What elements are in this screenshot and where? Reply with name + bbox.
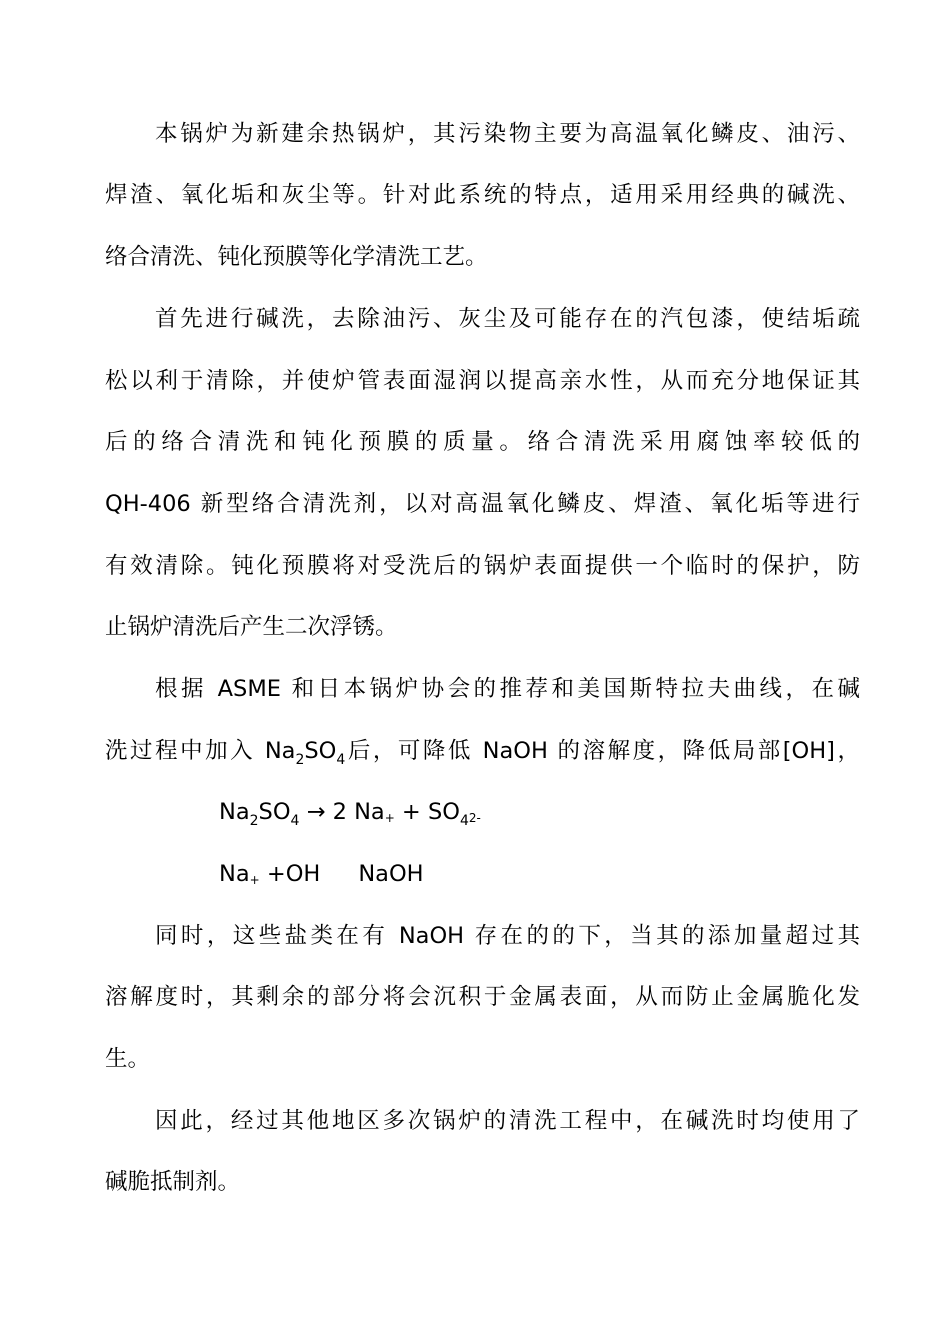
paragraph-3-line-2 <box>105 734 860 768</box>
equation-dissociation <box>219 795 481 829</box>
paragraph-3-line-1: 根据 ASME 和日本锅炉协会的推荐和美国斯特拉夫曲线，在碱 <box>155 676 860 702</box>
equation-naoh <box>219 857 424 891</box>
eq2-oh: +OH <box>259 861 321 887</box>
paragraph-2-line-3: 后的络合清洗和钝化预膜的质量。络合清洗采用腐蚀率较低的 <box>105 429 860 455</box>
paragraph-4-line-3: 生。 <box>105 1046 151 1072</box>
eq1-na: Na <box>219 799 250 825</box>
subscript-4: 4 <box>336 752 346 768</box>
eq1-rhs-subscript: 4 <box>459 813 469 829</box>
eq2-product: NaOH <box>358 861 424 887</box>
paragraph-3-line-2-prefix: 洗过程中加入 Na <box>105 738 296 764</box>
eq1-rhs-2: + SO <box>394 799 460 825</box>
paragraph-1-line-1: 本锅炉为新建余热锅炉，其污染物主要为高温氧化鳞皮、油污、 <box>155 121 860 147</box>
paragraph-2-line-6: 止锅炉清洗后产生二次浮锈。 <box>105 614 398 640</box>
eq1-plus-charge: + <box>384 811 395 825</box>
paragraph-4-line-2: 溶解度时，其剩余的部分将会沉积于金属表面，从而防止金属脆化发 <box>105 984 860 1010</box>
paragraph-2-line-1: 首先进行碱洗，去除油污、灰尘及可能存在的汽包漆，使结垢疏 <box>155 306 860 332</box>
eq1-sulfate-charge: 2- <box>468 811 481 825</box>
eq1-so: SO <box>258 799 291 825</box>
paragraph-2-line-4: QH-406 新型络合清洗剂，以对高温氧化鳞皮、焊渣、氧化垢等进行 <box>105 491 860 517</box>
paragraph-5-line-2: 碱脆抵制剂。 <box>105 1169 241 1195</box>
paragraph-2-line-5: 有效清除。钝化预膜将对受洗后的锅炉表面提供一个临时的保护，防 <box>105 553 860 579</box>
paragraph-5-line-1: 因此，经过其他地区多次锅炉的清洗工程中，在碱洗时均使用了 <box>155 1108 860 1134</box>
paragraph-3-line-2-suffix: 后，可降低 NaOH 的溶解度，降低局部[OH]， <box>345 738 860 764</box>
subscript-2: 2 <box>295 752 305 768</box>
eq2-na: Na <box>219 861 250 887</box>
paragraph-4-line-1: 同时，这些盐类在有 NaOH 存在的的下，当其的添加量超过其 <box>155 923 860 949</box>
paragraph-3-line-2-mid: SO <box>304 738 337 764</box>
eq2-na-charge: + <box>249 873 260 887</box>
paragraph-2-line-2: 松以利于清除，并使炉管表面湿润以提高亲水性，从而充分地保证其 <box>105 368 860 394</box>
eq1-so-subscript: 4 <box>290 813 300 829</box>
eq1-na-subscript: 2 <box>249 813 259 829</box>
eq1-rhs-1: → 2 Na <box>299 799 385 825</box>
paragraph-1-line-3: 络合清洗、钝化预膜等化学清洗工艺。 <box>105 244 488 270</box>
paragraph-1-line-2: 焊渣、氧化垢和灰尘等。针对此系统的特点，适用采用经典的碱洗、 <box>105 182 860 208</box>
